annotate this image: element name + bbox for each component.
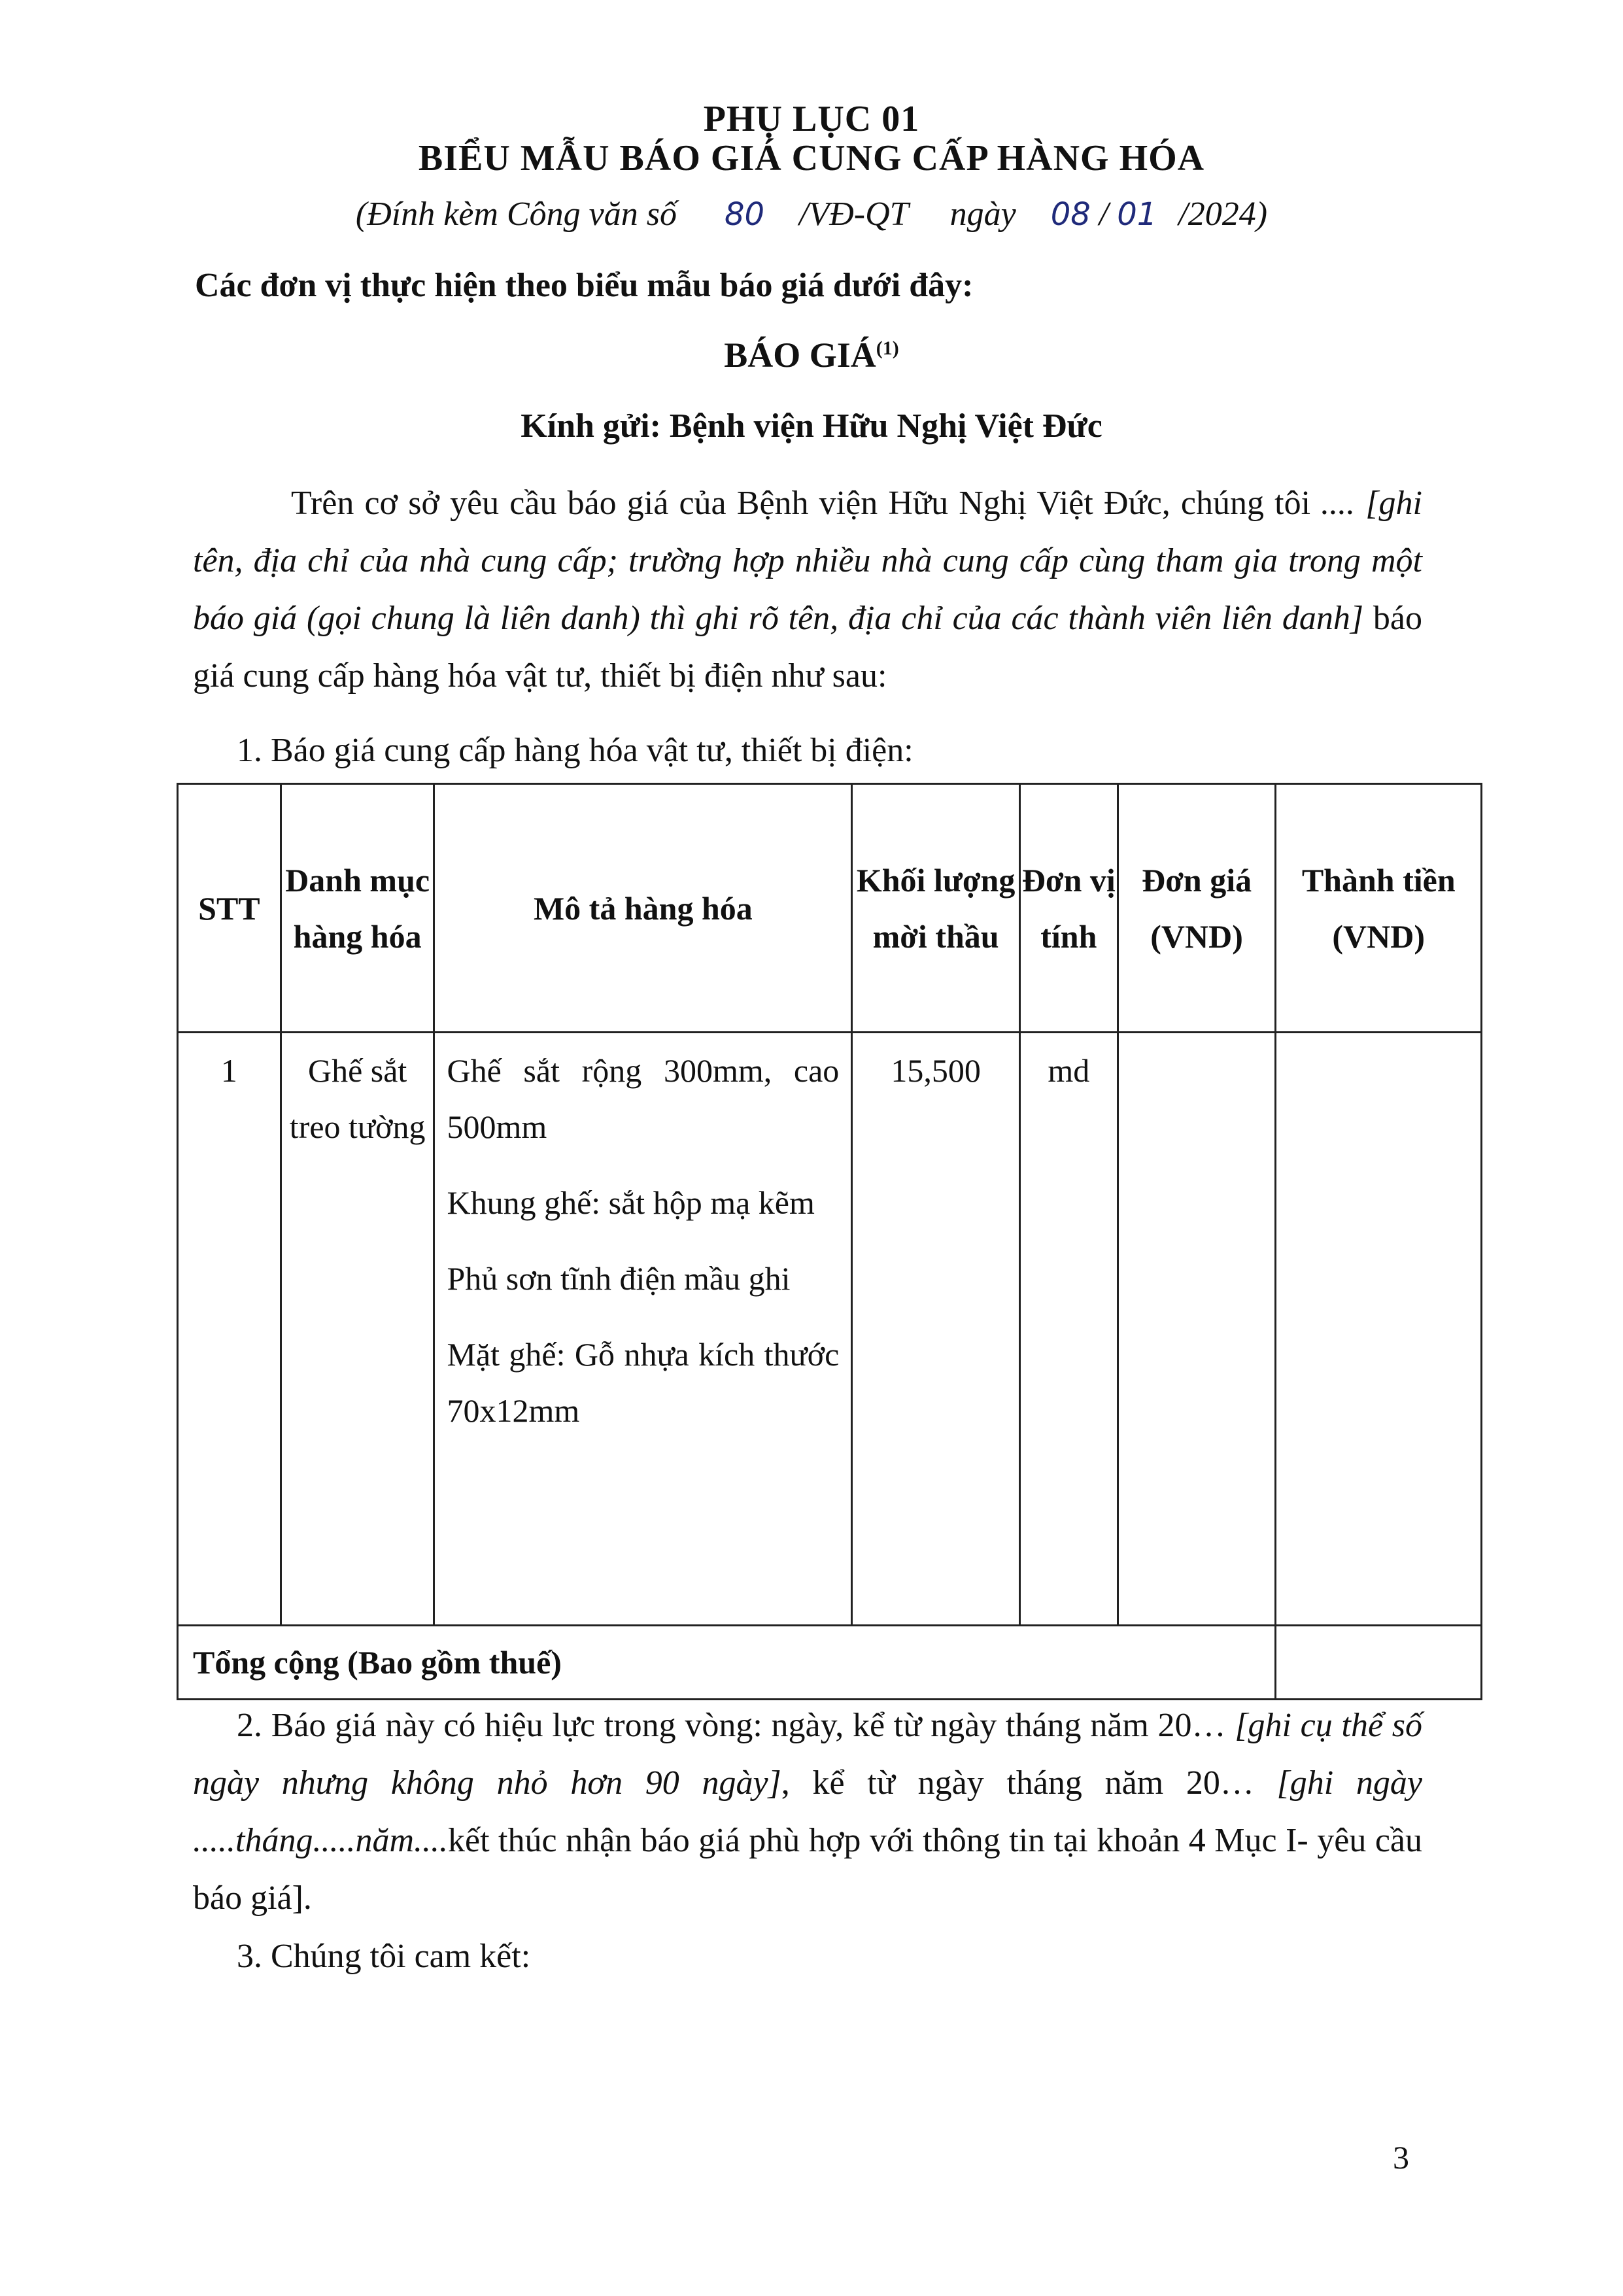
date-day: 08 — [1050, 196, 1091, 233]
total-label: Tổng cộng (Bao gồm thuế) — [178, 1626, 1276, 1700]
header-total: Thành tiền (VND) — [1276, 784, 1482, 1033]
quote-table — [177, 783, 1482, 1700]
attach-prefix: (Đính kèm Công văn số — [355, 196, 677, 233]
appendix-title: PHỤ LỤC 01 — [703, 99, 920, 139]
row-total — [1276, 1033, 1482, 1626]
date-month: 01 — [1117, 196, 1157, 233]
desc-line: Ghế sắt rộng 300mm, cao 500mm — [447, 1052, 840, 1145]
row-price — [1118, 1033, 1276, 1626]
section-3-heading: 3. Chúng tôi cam kết: — [237, 1938, 531, 1975]
date-year: /2024) — [1178, 196, 1268, 233]
paragraph-2: 2. Báo giá này có hiệu lực trong vòng: ngày, kể từ ngày tháng năm 20… [ghi cụ thể số ngày nhưng không nhỏ hơn 90 ngày], kể từ ngày tháng năm 20… [ghi ngày .....tháng.....năm....kết thúc nhận báo giá phù hợp với thông tin tại khoản 4 Mục I- yêu cầu báo giá]. — [193, 1707, 1423, 1917]
date-word: ngày — [949, 196, 1016, 233]
table-total-row — [178, 1626, 1482, 1700]
recipient-line: Kính gửi: Bệnh viện Hữu Nghị Việt Đức — [521, 407, 1102, 445]
attachment-line: (Đính kèm Công văn số 80 /VĐ-QT ngày 08 / 01 /2024) — [355, 196, 1268, 233]
doc-number: 80 — [724, 196, 765, 233]
row-unit: md — [1019, 1033, 1118, 1626]
header-desc: Mô tả hàng hóa — [434, 784, 852, 1033]
header-item: Danh mục hàng hóa — [281, 784, 434, 1033]
header-qty: Khối lượng mời thầu — [852, 784, 1020, 1033]
section-1-heading: 1. Báo giá cung cấp hàng hóa vật tư, thiết bị điện: — [237, 732, 914, 769]
table-header-row — [178, 784, 1482, 1033]
form-title: BIỂU MẪU BÁO GIÁ CUNG CẤP HÀNG HÓA — [418, 138, 1205, 179]
row-item: Ghế sắt treo tường — [281, 1033, 434, 1626]
doc-code: /VĐ-QT — [799, 196, 909, 233]
intro-line: Các đơn vị thực hiện theo biểu mẫu báo giá dưới đây: — [195, 267, 974, 304]
page-number: 3 — [1393, 2139, 1409, 2176]
desc-line: Mặt ghế: Gỗ nhựa kích thước 70x12mm — [447, 1336, 840, 1429]
header-unit: Đơn vị tính — [1019, 784, 1118, 1033]
desc-line: Phủ sơn tĩnh điện mầu ghi — [447, 1260, 791, 1297]
header-stt: STT — [178, 784, 281, 1033]
desc-line: Khung ghế: sắt hộp mạ kẽm — [447, 1184, 815, 1221]
row-stt: 1 — [178, 1033, 281, 1626]
total-value — [1276, 1626, 1482, 1700]
row-qty: 15,500 — [852, 1033, 1020, 1626]
paragraph-1: Trên cơ sở yêu cầu báo giá của Bệnh viện Hữu Nghị Việt Đức, chúng tôi .... [ghi tên, địa chỉ của nhà cung cấp; trường hợp nhiều nhà cung cấp cùng tham gia trong một báo giá (gọi chung là liên danh) thì ghi rõ tên, địa chỉ của các thành viên liên danh] báo giá cung cấp hàng hóa vật tư, thiết bị điện như sau: — [193, 485, 1422, 694]
row-desc — [434, 1033, 852, 1626]
header-price: Đơn giá (VND) — [1118, 784, 1276, 1033]
quote-title: BÁO GIÁ$^{(1)}$ — [724, 335, 899, 375]
table-row — [178, 1033, 1482, 1626]
